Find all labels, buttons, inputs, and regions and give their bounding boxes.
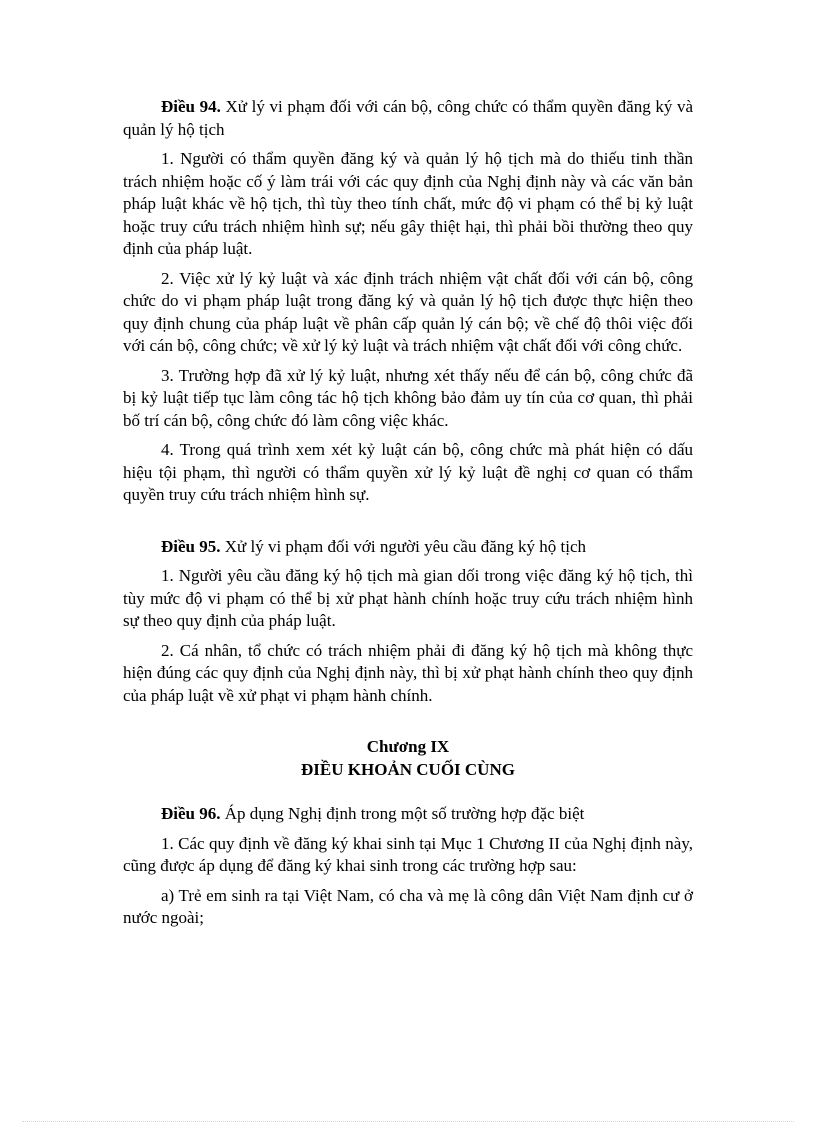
section-spacer (123, 781, 693, 803)
article-95-heading (123, 536, 693, 559)
article-95-title: Xử lý vi phạm đối với người yêu cầu đăng ký hộ tịch (224, 536, 586, 556)
article-96-item-a: a) Trẻ em sinh ra tại Việt Nam, có cha và mẹ là công dân Việt Nam định cư ở nước ngoài; (123, 885, 693, 927)
article-94-clause-1: 1. Người có thẩm quyền đăng ký và quản lý hộ tịch mà do thiếu tinh thần trách nhiệm hoặc cố ý làm trái với các quy định của Nghị định này và các văn bản pháp luật khác về hộ tịch, thì tùy theo tính chất, mức độ vi phạm có thể bị kỷ luật hoặc truy cứu trách nhiệm hình sự; nếu gây thiệt hại, thì phải bồi thường theo quy định của pháp luật. (123, 149, 693, 258)
section-spacer (123, 514, 693, 536)
page-bottom-border (22, 1121, 794, 1122)
article-94-clause-3: 3. Trường hợp đã xử lý kỷ luật, nhưng xét thấy nếu để cán bộ, công chức đã bị kỷ luật tiếp tục làm công tác hộ tịch không bảo đảm uy tín của cơ quan, thì phải bố trí cán bộ, công chức đó làm công việc khác. (123, 365, 693, 430)
document-page (123, 96, 693, 937)
article-94-title: Xử lý vi phạm đối với cán bộ, công chức có thẩm quyền đăng ký và quản lý hộ tịch (123, 97, 694, 139)
article-95-clause-1: 1. Người yêu cầu đăng ký hộ tịch mà gian dối trong việc đăng ký hộ tịch, thì tùy mức độ vi phạm có thể bị xử phạt hành chính hoặc truy cứu trách nhiệm hình sự theo quy định của pháp luật. (123, 566, 693, 630)
article-94-heading (123, 96, 693, 141)
article-96-title: Áp dụng Nghị định trong một số trường hợp đặc biệt (224, 804, 585, 823)
article-95-number: Điều 95. (161, 536, 221, 556)
article-94-clause-4: 4. Trong quá trình xem xét kỷ luật cán bộ, công chức mà phát hiện có dấu hiệu tội phạm, thì người có thẩm quyền xử lý kỷ luật đề nghị cơ quan có thẩm quyền truy cứu trách nhiệm hình sự. (123, 440, 693, 504)
article-96-clause-1: 1. Các quy định về đăng ký khai sinh tại Mục 1 Chương II của Nghị định này, cũng được áp dụng để đăng ký khai sinh trong các trường hợp sau: (123, 833, 693, 875)
section-spacer (123, 714, 693, 736)
article-95-clause-2: 2. Cá nhân, tổ chức có trách nhiệm phải đi đăng ký hộ tịch mà không thực hiện đúng các quy định của Nghị định này, thì bị xử phạt hành chính theo quy định của pháp luật về xử phạt vi phạm hành chính. (123, 640, 693, 705)
article-94-number: Điều 94. (161, 97, 221, 116)
chapter-label: Chương IX (366, 737, 450, 756)
chapter-title: ĐIỀU KHOẢN CUỐI CÙNG (301, 759, 515, 779)
article-96-heading (123, 803, 693, 826)
article-96-number: Điều 96. (161, 804, 221, 823)
article-94-clause-2: 2. Việc xử lý kỷ luật và xác định trách nhiệm vật chất đối với cán bộ, công chức do vi phạm pháp luật trong đăng ký và quản lý hộ tịch được thực hiện theo quy định chung của pháp luật về phân cấp quản lý cán bộ; về chế độ thôi việc đối với cán bộ, công chức; về xử lý kỷ luật và trách nhiệm vật chất đối với công chức. (123, 268, 693, 355)
